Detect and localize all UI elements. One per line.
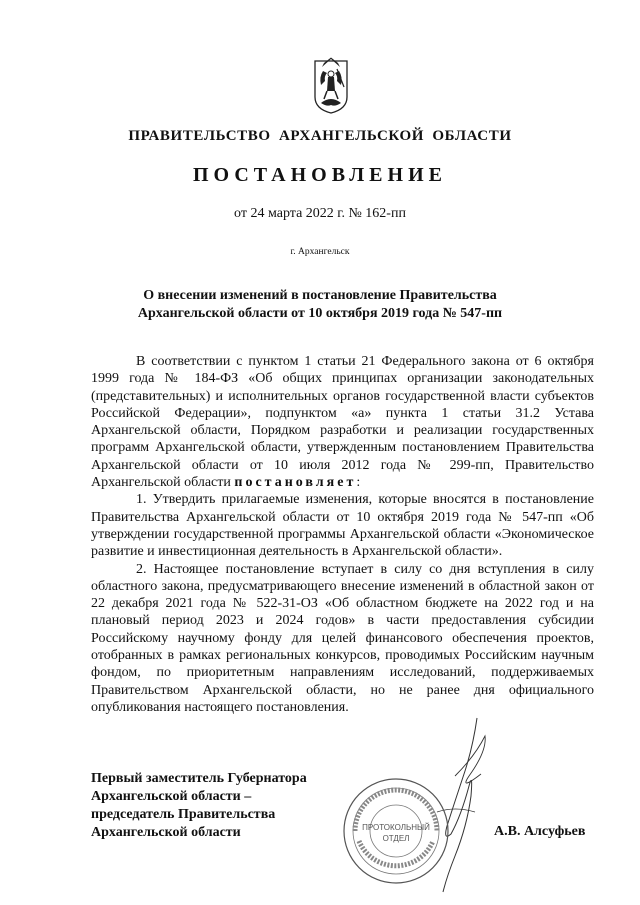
document-type: ПОСТАНОВЛЕНИЕ xyxy=(193,164,447,186)
document-title-line: Архангельской области от 10 октября 2019 года № 547-пп xyxy=(137,306,503,321)
signer-position xyxy=(91,770,391,842)
item-1-paragraph: 1. Утвердить прилагаемые изменения, которые вносятся в постановление Правительства Архангельской области от 10 октября 2019 года № 547-пп «Об утверждении государственной программы Архангельской области «Экономическое развитие и инвестиционная деятельность в Архангельской области». xyxy=(91,492,594,560)
signer-name: А.В. Алсуфьев xyxy=(494,824,586,839)
document-body xyxy=(91,353,594,716)
coat-of-arms-icon xyxy=(313,57,349,115)
signer-position-line: Первый заместитель Губернатора xyxy=(91,771,307,786)
document-date-number: от 24 марта 2022 г. № 162-пп xyxy=(234,206,406,221)
document-city: г. Архангельск xyxy=(290,247,350,257)
stamp-text: ОТДЕЛ xyxy=(382,834,410,843)
stamp-text: ПРОТОКОЛЬНЫЙ xyxy=(362,823,430,832)
preamble-paragraph xyxy=(91,353,594,491)
document-title xyxy=(100,287,540,323)
signer-position-line: Архангельской области xyxy=(91,825,241,840)
document-title-line: О внесении изменений в постановление Правительства xyxy=(143,288,497,303)
decree-colon: : xyxy=(356,475,361,491)
preamble-text: В соответствии с пунктом 1 статьи 21 Федерального закона от 6 октября 1999 года № 184-ФЗ «Об общих принципах организации законодательных (представительных) и исполнительных органов государственной власти субъектов Российской Федерации», подпунктом «а» пункта 1 статьи 31.2 Устава Архангельской области, Порядком разработки и реализации государственных программ Архангельской области, утвержденным постановлением Правительства Архангельской области от 10 июля 2012 года № 299-пп, Правительство Архангельской области xyxy=(91,354,594,491)
decree-word: постановляет xyxy=(234,475,357,491)
government-name: ПРАВИТЕЛЬСТВО АРХАНГЕЛЬСКОЙ ОБЛАСТИ xyxy=(128,128,512,144)
item-2-paragraph: 2. Настоящее постановление вступает в силу со дня вступления в силу областного закона, предусматривающего внесение изменений в областной закон от 22 декабря 2021 года № 522-31-ОЗ «Об областном бюджете на 2022 год и на плановый период 2023 и 2024 годов» в части предоставления субсидии Российскому научному фонду для целей финансового обеспечения проектов, отобранных в рамках региональных конкурсов, проводимых Российским научным фондом, по приоритетным направлениям исследований, поддерживаемых Правительством Архангельской области, но не ранее дня официального опубликования настоящего постановления. xyxy=(91,561,594,715)
signer-position-line: председатель Правительства xyxy=(91,807,276,822)
signer-position-line: Архангельской области – xyxy=(91,789,252,804)
